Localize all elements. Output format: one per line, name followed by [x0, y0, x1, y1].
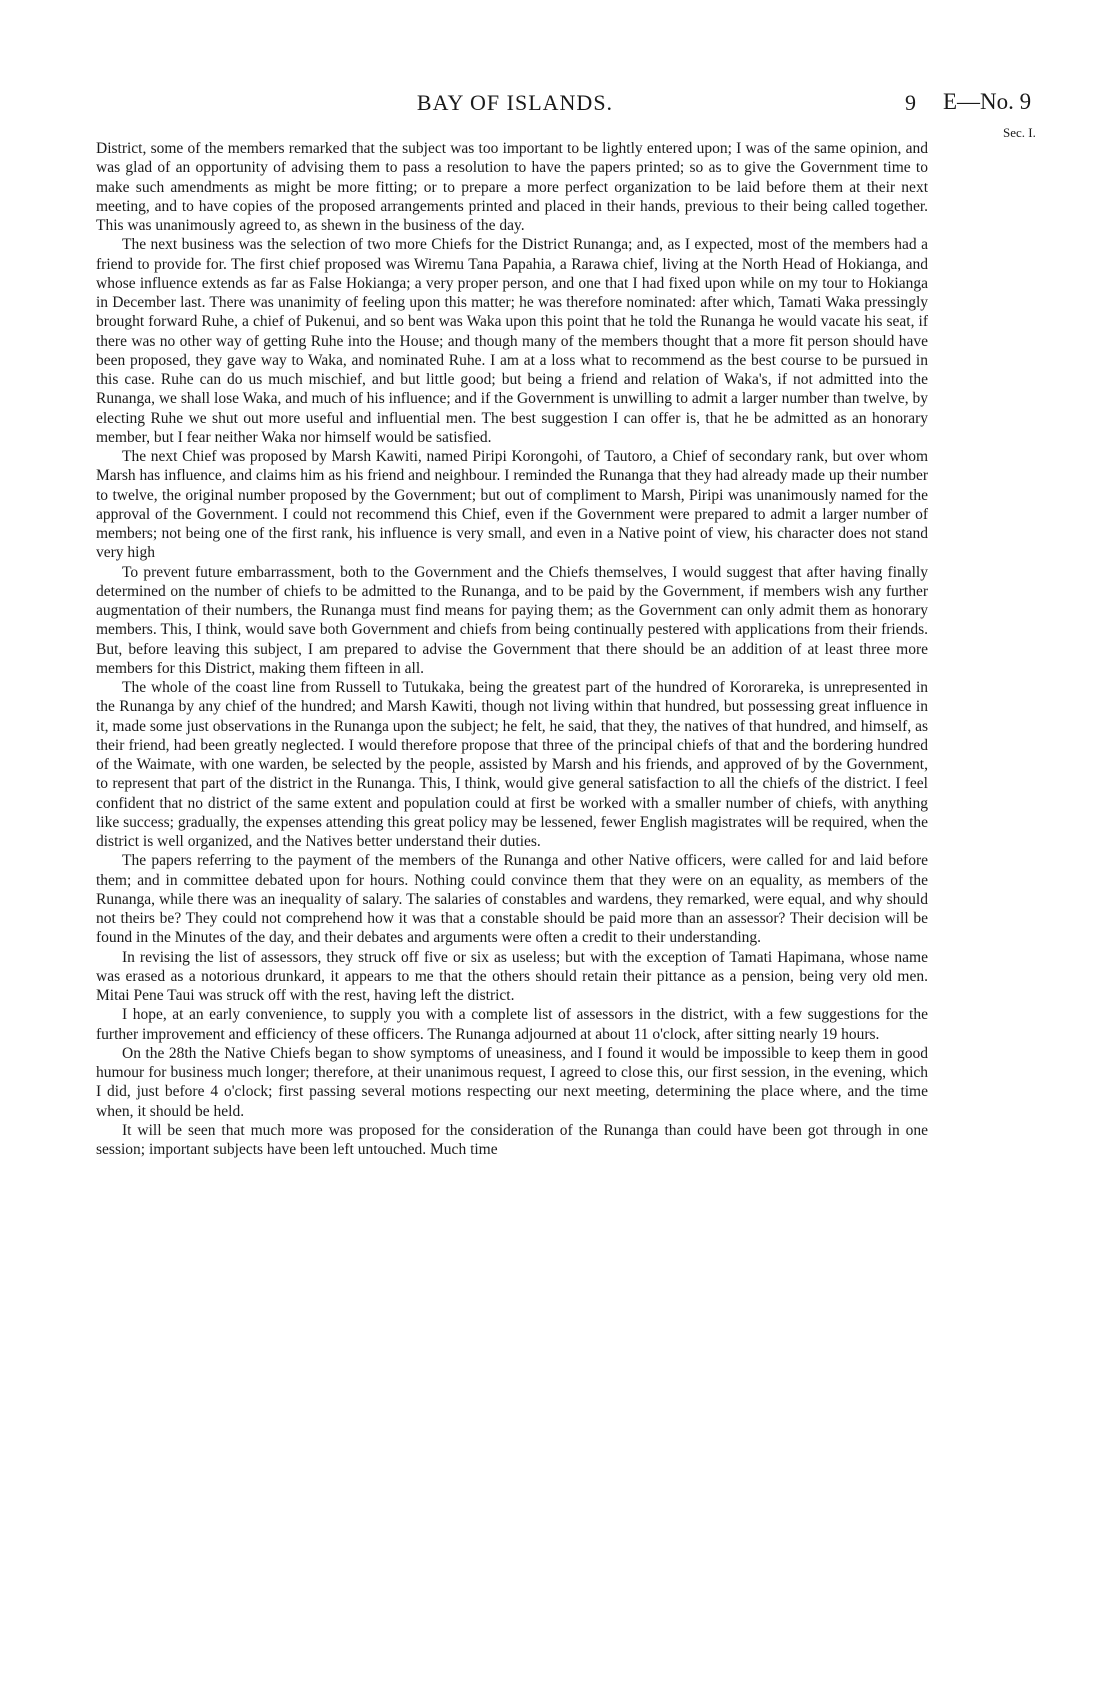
paragraph: The next Chief was proposed by Marsh Kawiti, named Piripi Korongohi, of Tautoro, a Chief of secondary rank, but over whom Marsh has influence, and claims him as his friend and neighbour. I reminded the Runanga that they had already made up their number to twelve, the original number proposed by the Government; but out of compliment to Marsh, Piripi was unanimously named for the approval of the Government. I could not recommend this Chief, even if the Government were prepared to admit a larger number of members; not being one of the first rank, his influence is very small, and even in a Native point of view, his character does not stand very high: [96, 448, 928, 562]
paragraph: The whole of the coast line from Russell to Tutukaka, being the greatest part of the hundred of Kororareka, is unrepresented in the Runanga by any chief of the hundred; and Marsh Kawiti, though not living within that hundred, but possessing great influence in it, made some just observations in the Runanga upon the subject; he felt, he said, that they, the natives of that hundred, and himself, as their friend, had been greatly neglected. I would therefore propose that three of the principal chiefs of that and the bordering hundred of the Waimate, with one warden, be selected by the people, assisted by Marsh and his friends, and approved of by the Government, to represent that part of the district in the Runanga. This, I think, would give general satisfaction to all the chiefs of the district. I feel confident that no district of the same extent and population could at first be worked with a smaller number of chiefs, with anything like success; gradually, the expenses attending this great policy may be lessened, fewer English magistrates will be required, when the district is well organized, and the Natives better understand their duties.: [96, 679, 928, 850]
document-body: [96, 139, 928, 1159]
section-label: Sec. I.: [1003, 125, 1036, 140]
document-reference: E—No. 9: [943, 89, 1032, 114]
paragraph: I hope, at an early convenience, to supply you with a complete list of assessors in the district, with a few suggestions for the further improvement and efficiency of these officers. The Runanga adjourned at about 11 o'clock, after sitting nearly 19 hours.: [96, 1006, 928, 1043]
paragraph: It will be seen that much more was proposed for the consideration of the Runanga than could have been got through in one session; important subjects have been left untouched. Much time: [96, 1121, 928, 1158]
paragraph: In revising the list of assessors, they struck off five or six as useless; but with the exception of Tamati Hapimana, whose name was erased as a notorious drunkard, it appears to me that the others should retain their pittance as a pension, being very old men. Mitai Pene Taui was struck off with the rest, having left the district.: [96, 948, 928, 1004]
page-number: 9: [905, 90, 916, 115]
paragraph: The next business was the selection of two more Chiefs for the District Runanga; and, as I expected, most of the members had a friend to provide for. The first chief proposed was Wiremu Tana Papahia, a Rarawa chief, living at the North Head of Hokianga, and whose influence extends as far as False Hokianga; a very proper person, and one that I had fixed upon while on my tour to Hokianga in December last. There was unanimity of feeling upon this matter; he was therefore nominated: after which, Tamati Waka pressingly brought forward Ruhe, a chief of Pukenui, and so bent was Waka upon this point that he told the Runanga he would vacate his seat, if there was no other way of getting Ruhe into the House; and though many of the members thought that a more fit person should have been proposed, they gave way to Waka, and nominated Ruhe. I am at a loss what to recommend as the best course to be pursued in this case. Ruhe can do us much mischief, and but little good; but being a friend and relation of Waka's, if not admitted into the Runanga, we shall lose Waka, and much of his influence; and if the Government is unwilling to admit a larger number than twelve, by electing Ruhe we shut out more useful and influential men. The best suggestion I can offer is, that he be admitted as an honorary member, but I fear neither Waka nor himself would be satisfied.: [96, 236, 928, 446]
page-title: BAY OF ISLANDS.: [416, 90, 614, 115]
paragraph: The papers referring to the payment of the members of the Runanga and other Native officers, were called for and laid before them; and in committee debated upon for hours. Nothing could convince them that they were on an equality, as members of the Runanga, while there was an inequality of salary. The salaries of constables and wardens, they remarked, were equal, and why should not theirs be? They could not comprehend how it was that a constable should be paid more than an assessor? Their decision will be found in the Minutes of the day, and their debates and arguments were often a credit to their understanding.: [96, 852, 928, 947]
paragraph: To prevent future embarrassment, both to the Government and the Chiefs themselves, I would suggest that after having finally determined on the number of chiefs to be admitted to the Runanga, and to be paid by the Government, if members wish any further augmentation of their numbers, the Runanga must find means for paying them; as the Government can only admit them as honorary members. This, I think, would save both Government and chiefs from being continually pestered with applications from their friends. But, before leaving this subject, I am prepared to advise the Government that there should be an addition of at least three more members for this District, making them fifteen in all.: [96, 563, 928, 677]
paragraph: On the 28th the Native Chiefs began to show symptoms of uneasiness, and I found it would be impossible to keep them in good humour for business much longer; therefore, at their unanimous request, I agreed to close this, our first session, in the evening, which I did, just before 4 o'clock; first passing several motions respecting our next meeting, determining the place where, and the time when, it should be held.: [96, 1044, 928, 1120]
paragraph: District, some of the members remarked that the subject was too important to be lightly entered upon; I was of the same opinion, and was glad of an opportunity of advising them to pass a resolution to have the papers printed; so as to give the Government time to make such amendments as might be more fitting; or to prepare a more perfect organization to be laid before them at their next meeting, and to have copies of the proposed arrangements printed and placed in their hands, previous to their being called together. This was unanimously agreed to, as shewn in the business of the day.: [96, 140, 928, 234]
